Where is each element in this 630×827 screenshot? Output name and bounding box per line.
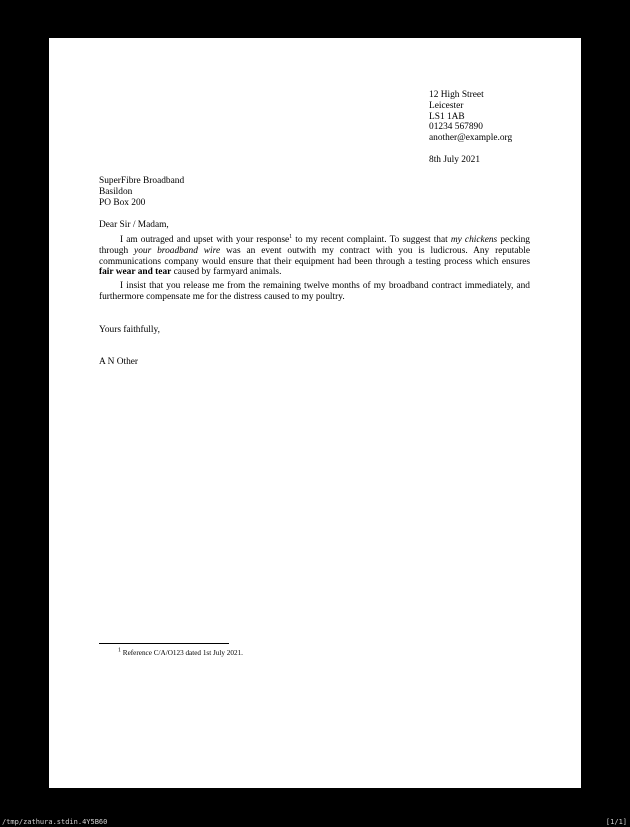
paragraph-1-part-1: I am outraged and upset with your response xyxy=(120,235,290,245)
footnote-text: Reference C/A/O123 dated 1st July 2021. xyxy=(121,649,243,657)
signature: A N Other xyxy=(99,357,139,367)
recipient-city: Basildon xyxy=(99,186,133,197)
status-filename: /tmp/zathura.stdin.4Y5B60 xyxy=(2,818,108,826)
closing: Yours faithfully, xyxy=(99,325,160,335)
footnote-mark: 1 xyxy=(118,647,121,654)
footnote xyxy=(118,649,243,657)
bold-fair-wear-and-tear: fair wear and tear xyxy=(99,267,172,278)
footnote-rule xyxy=(99,643,229,644)
sender-street: 12 High Street xyxy=(429,90,484,100)
recipient-company: SuperFibre Broadband xyxy=(99,176,185,186)
paragraph-1-part-4: was an event outwith my contract with you is ludicrous. Any reputable communications company would ensure that their equipment had been through a testing process which ensures xyxy=(99,245,530,267)
paragraph-1-part-3: pecking through xyxy=(99,235,530,256)
recipient-pobox: PO Box 200 xyxy=(99,197,146,208)
paragraph-2: I insist that you release me from the remaining twelve months of my broadband contract immediately, and furthermore compensate me for the distress caused to my poultry. xyxy=(99,281,530,302)
letter-body xyxy=(99,235,530,306)
salutation: Dear Sir / Madam, xyxy=(99,220,169,230)
paragraph-1-part-2: to my recent complaint. To suggest that xyxy=(292,235,451,245)
sender-phone: 01234 567890 xyxy=(429,122,483,133)
paragraph-1-part-5: caused by farmyard animals. xyxy=(171,267,282,278)
document-page xyxy=(49,38,581,788)
paragraph-1 xyxy=(99,235,530,278)
sender-city: Leicester xyxy=(429,100,464,111)
footnote-marker: 1 xyxy=(289,233,293,240)
sender-email: another@example.org xyxy=(429,133,513,144)
recipient-address xyxy=(99,176,184,208)
sender-address xyxy=(429,90,512,144)
status-page-indicator: [1/1] xyxy=(605,818,627,826)
letter-date: 8th July 2021 xyxy=(429,155,481,165)
sender-postcode: LS1 1AB xyxy=(429,111,465,122)
status-bar xyxy=(0,817,630,827)
emphasis-my-chickens: my chickens xyxy=(450,235,498,245)
emphasis-broadband-wire: your broadband wire xyxy=(134,245,221,256)
